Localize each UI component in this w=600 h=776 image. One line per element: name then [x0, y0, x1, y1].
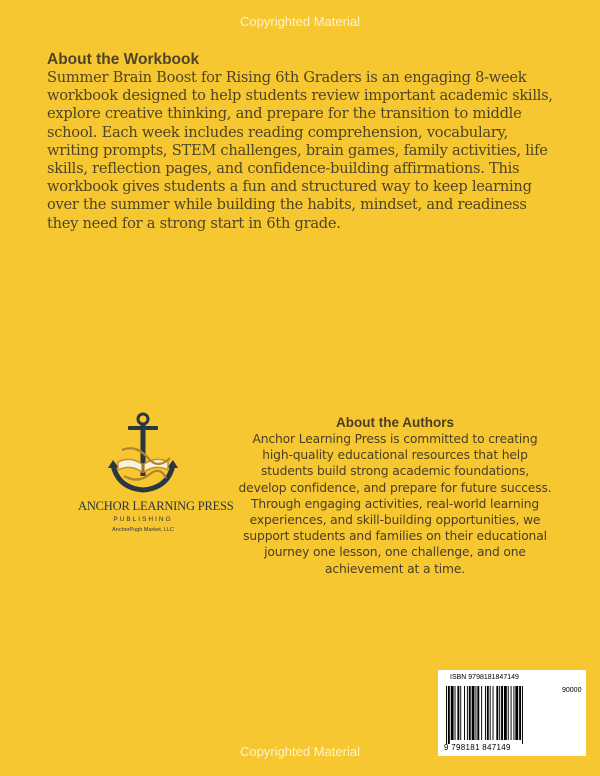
barcode-bar [511, 686, 512, 740]
barcode-bar [457, 686, 459, 740]
barcode-bar [460, 686, 461, 740]
barcode-bar [472, 686, 475, 740]
barcode-digits: 9 798181 847149 [444, 743, 511, 752]
workbook-line: school. Each week includes reading comprehension, vocabulary, [47, 123, 508, 141]
authors-line: experiences, and skill-building opportunities, we [249, 513, 541, 528]
workbook-line: over the summer while building the habits, mindset, and readiness [47, 196, 527, 214]
logo-subtitle: PUBLISHING [113, 516, 173, 523]
authors-line: Through engaging activities, real-world learning [250, 496, 540, 511]
authors-line: achievement at a time. [324, 561, 466, 576]
barcode-bar [515, 686, 518, 740]
workbook-line: Summer Brain Boost for Rising 6th Graders is an engaging 8-week [47, 69, 527, 86]
anchor-book-icon [78, 410, 208, 500]
authors-line: develop confidence, and prepare for future success. [238, 480, 552, 495]
barcode-bars [446, 686, 558, 744]
barcode-bar [493, 686, 494, 740]
barcode-bar [519, 686, 521, 740]
about-authors-text [220, 431, 570, 577]
barcode-bar [451, 686, 454, 740]
barcode-bar [446, 686, 447, 744]
barcode-bar [513, 686, 514, 740]
barcode-bar [504, 686, 507, 740]
workbook-line: workbook designed to help students review important academic skills, [47, 87, 553, 105]
barcode-bar [477, 686, 479, 740]
workbook-line: skills, reflection pages, and confidence-building affirmations. This [47, 160, 520, 178]
about-workbook-text [47, 69, 562, 233]
barcode-bar [475, 686, 476, 740]
authors-line: support students and families on their educational [243, 529, 547, 544]
logo-company: AnchorPugh Market, LLC [112, 527, 174, 533]
barcode-bar [522, 686, 523, 744]
barcode-bar [464, 686, 465, 740]
barcode-bar [481, 686, 482, 740]
barcode-bar [508, 686, 509, 740]
authors-line: high-quality educational resources that help [262, 448, 528, 463]
barcode-bar [485, 686, 486, 740]
barcode-bar [499, 686, 500, 740]
isbn-label: ISBN 9798181847149 [450, 674, 519, 681]
barcode-bar [455, 686, 456, 740]
watermark-bottom: Copyrighted Material [240, 744, 360, 759]
barcode-bar [490, 686, 491, 740]
barcode-bar [467, 686, 468, 740]
barcode-bar [469, 686, 471, 740]
authors-line: Anchor Learning Press is committed to creating [252, 432, 538, 446]
about-workbook-heading: About the Workbook [47, 51, 200, 68]
barcode-bar [501, 686, 503, 740]
workbook-line: writing prompts, STEM challenges, brain games, family activities, life [47, 141, 548, 159]
logo-title: ANCHOR LEARNING PRESS [78, 499, 234, 513]
about-authors-heading: About the Authors [336, 415, 454, 430]
barcode-bar [487, 686, 489, 740]
workbook-line: workbook gives students a fun and structured way to keep learning [47, 178, 532, 196]
price-code: 90000 [562, 687, 582, 694]
about-workbook-section [47, 51, 562, 233]
publisher-logo [78, 410, 234, 540]
about-authors-section [220, 415, 570, 577]
barcode-bar [448, 686, 450, 744]
authors-line: students build strong academic foundations, [261, 464, 529, 479]
watermark-top: Copyrighted Material [240, 14, 360, 29]
workbook-line: they need for a strong start in 6th grade. [47, 214, 341, 232]
barcode-bar [496, 686, 498, 740]
workbook-line: explore creative thinking, and prepare for the transition to middle [47, 105, 522, 123]
authors-line: journey one lesson, one challenge, and one [264, 545, 526, 560]
